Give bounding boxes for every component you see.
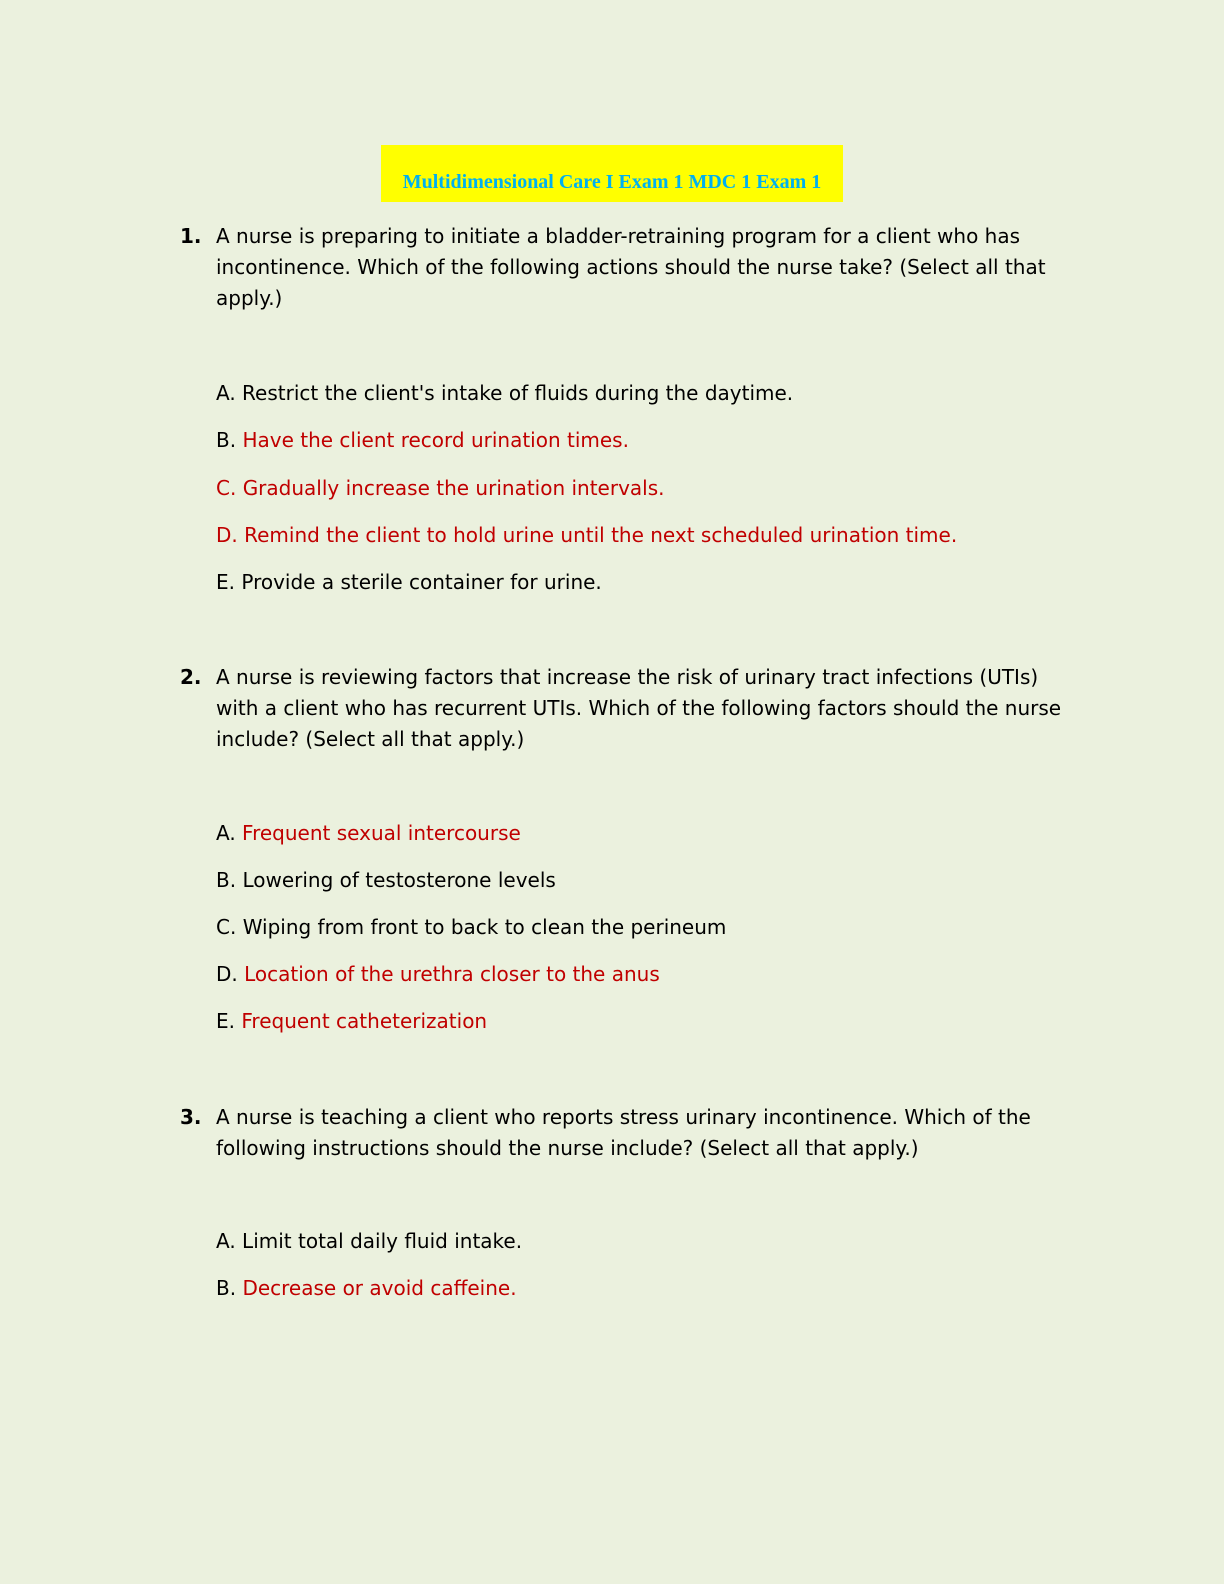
option-letter: D. [216,523,238,547]
option-text: Wiping from front to back to clean the perineum [242,915,727,939]
option-letter: A. [216,1229,236,1253]
option-letter: B. [216,1276,237,1300]
option-2c [216,913,726,941]
option-1b [216,426,629,454]
question-text: A nurse is reviewing factors that increase the risk of urinary tract infections (UTIs) with a client who has recurrent UTIs. Which of the following factors should the nurse include? (Select all that apply.) [216,665,1062,751]
question-number: 3. [180,1105,202,1129]
option-2d [216,960,660,988]
question-number: 1. [180,224,202,248]
option-text: Restrict the client's intake of fluids during the daytime. [242,381,794,405]
option-text-correct: Have the client record urination times. [242,428,629,452]
option-1c [216,474,665,502]
option-1e [216,568,602,596]
option-text-correct: Frequent catheterization [241,1009,488,1033]
option-text-correct: Location of the urethra closer to the anus [244,962,660,986]
option-3b [216,1274,517,1302]
option-letter: E. [216,570,235,594]
question-1 [180,221,1085,314]
option-letter: A. [216,381,236,405]
option-3a [216,1227,522,1255]
option-letter: B. [216,868,237,892]
option-2e [216,1007,487,1035]
question-text: A nurse is preparing to initiate a bladder-retraining program for a client who has incontinence. Which of the following actions should the nurse take? (Select all that apply.) [216,224,1046,310]
option-text-correct: Remind the client to hold urine until the next scheduled urination time. [244,523,958,547]
question-number: 2. [180,665,202,689]
option-letter: B. [216,428,237,452]
question-text: A nurse is teaching a client who reports stress urinary incontinence. Which of the following instructions should the nurse include? (Select all that apply.) [216,1105,1031,1160]
question-3 [180,1102,1085,1164]
option-letter: D. [216,962,238,986]
option-2b [216,866,556,894]
option-text-correct: Decrease or avoid caffeine. [242,1276,517,1300]
option-text: Provide a sterile container for urine. [241,570,602,594]
page-title: Multidimensional Care I Exam 1 MDC 1 Exam 1 [402,171,822,193]
option-text: Limit total daily fluid intake. [242,1229,523,1253]
option-1d [216,521,957,549]
option-2a [216,819,521,847]
option-letter: C. [216,915,237,939]
option-letter: E. [216,1009,235,1033]
title-highlight [381,145,843,202]
option-letter: A. [216,821,236,845]
option-text: Lowering of testosterone levels [242,868,556,892]
option-letter: C. [216,476,237,500]
question-2 [180,662,1085,755]
option-1a [216,379,793,407]
option-text-correct: Gradually increase the urination intervals. [242,476,665,500]
option-text-correct: Frequent sexual intercourse [242,821,521,845]
